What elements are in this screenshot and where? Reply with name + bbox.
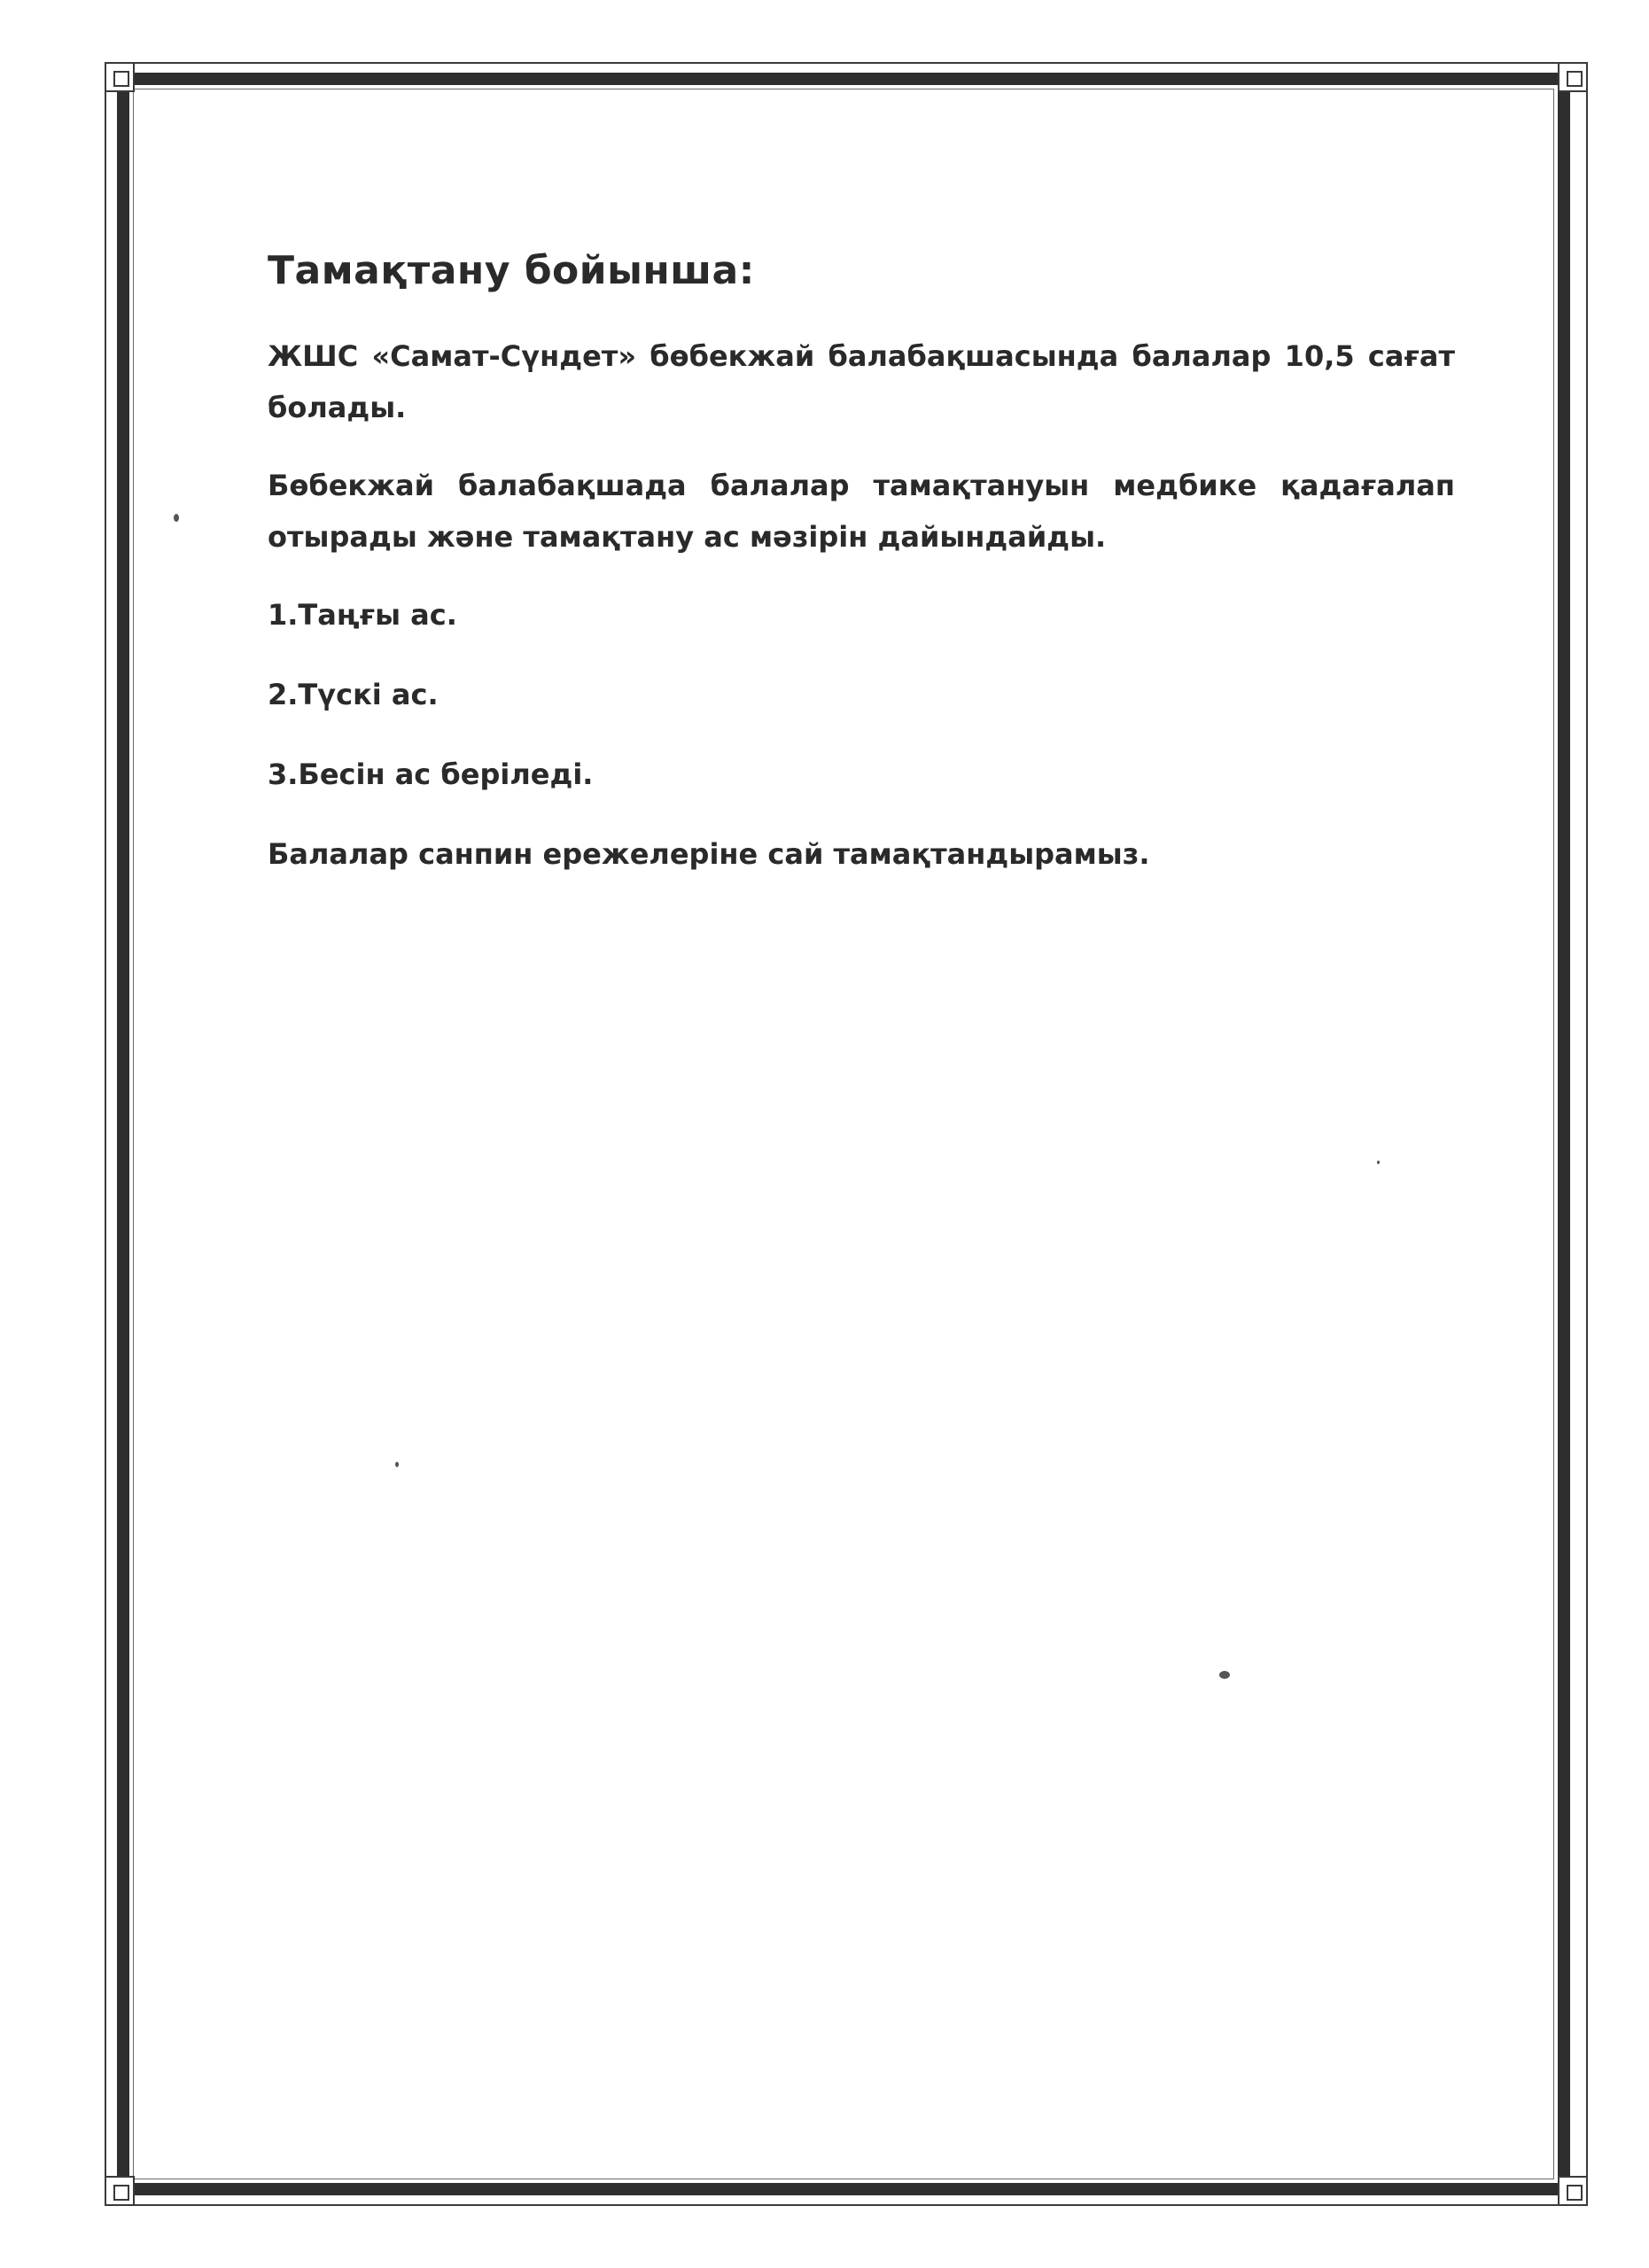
scan-speck	[1219, 1671, 1230, 1679]
list-item: 3.Бесін ас беріледі.	[268, 757, 594, 791]
document-title: Тамақтану бойынша:	[268, 248, 755, 293]
list-item: 1.Таңғы ас.	[268, 598, 457, 632]
paragraph-closing: Балалар санпин ережелеріне сай тамақтандырамыз.	[268, 837, 1150, 871]
scan-speck	[174, 514, 179, 522]
paragraph-schedule: ЖШС «Самат-Сүндет» бөбекжай балабақшасында балалар 10,5 сағат болады.	[268, 339, 1455, 424]
document-body	[268, 248, 1455, 906]
frame-corner-ornament	[105, 62, 135, 92]
scan-speck	[1377, 1161, 1380, 1164]
frame-corner-ornament	[1558, 2176, 1588, 2206]
paragraph-nurse-supervision: Бөбекжай балабақшада балалар тамақтануын медбике қадағалап отырады және тамақтану ас мәзірін дайындайды.	[268, 469, 1455, 554]
list-item: 2.Түскі ас.	[268, 678, 439, 711]
frame-corner-ornament	[1558, 62, 1588, 92]
scan-speck	[395, 1462, 399, 1467]
frame-corner-ornament	[105, 2176, 135, 2206]
